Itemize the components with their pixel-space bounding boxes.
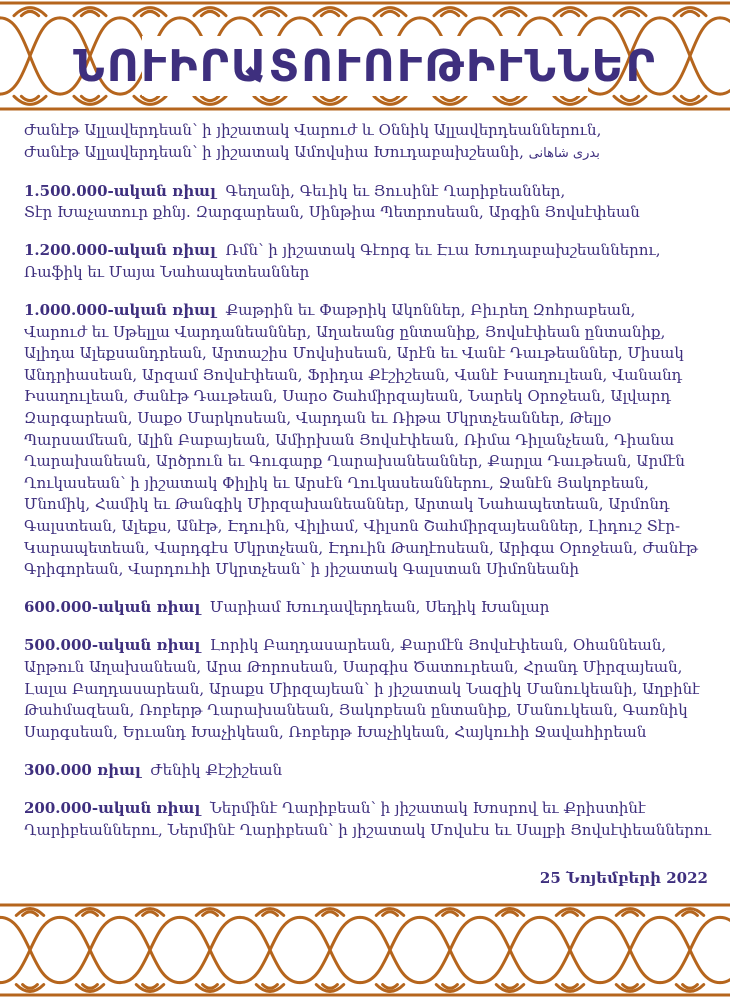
arabic-name: بدری شاهانی xyxy=(528,145,600,161)
donations-list xyxy=(24,120,714,858)
donation-amount: 300.000 ռիալ xyxy=(24,760,141,779)
donation-amount: 200.000-ական ռիալ xyxy=(24,798,201,817)
page-title: ՆՈՒԻՐԱՏՈՒՈՒԹԻՒՆՆԵՐ xyxy=(73,40,657,92)
donor-names: Ռմն՝ ի յիշատակ Գէորգ եւ Էւա Խուդաբախշեաններու, xyxy=(225,241,661,260)
intro-line-1: Ժանէթ Ալլավերդեան՝ ի յիշատակ Վարուժ և Օննիկ Ալլավերդեաններուն, xyxy=(24,121,602,139)
donation-section xyxy=(24,300,714,581)
donor-names: Մարիամ Խուդավերդեան, Սեդիկ Խանլար xyxy=(209,598,550,617)
donor-names: Լորիկ Բաղդասարեան, Քարմէն Յովսէփեան, Օհաննեան, xyxy=(209,636,667,655)
top-ornament-band xyxy=(0,0,730,112)
bottom-ornament-band xyxy=(0,902,730,998)
donation-section xyxy=(24,760,714,782)
intro-line-2 xyxy=(24,142,714,165)
intro-line-2-text: Ժանէթ Ալլավերդեան՝ ի յիշատակ Ամովսիա Խուդաբախշեանի, xyxy=(24,142,524,161)
intro-section xyxy=(24,120,714,164)
donor-names-more: Արթուն Աղախանեան, Արա Թորոսեան, Սարգիս Ծատուրեան, Հրանդ Միրզայեան, Լալա Բաղդասարեան, Արաքս Միրզայեան՝ ի յիշատակ Նազիկ Մանուկեանի, Աղբինէ Թահմազեան, Ռոբերթ Ղարախանեան, Յակոբեան ընտանիք, Մանուկեան, Գառնիկ Սարգսեան, Երւանդ Խաչիկեան, Ռոբերթ Խաչիկեան, Հայկուհի Ջավահիրեան xyxy=(24,657,700,741)
donation-amount: 500.000-ական ռիալ xyxy=(24,636,201,655)
title-plate xyxy=(73,36,657,96)
donation-section xyxy=(24,597,714,619)
donation-section xyxy=(24,635,714,743)
bottom-knot-ornament xyxy=(0,902,730,998)
donor-names-more: Տէր Խաչատուր քհնյ. Զարգարեան, Սինթիա Պետրոսեան, Արգին Յովսէփեան xyxy=(24,203,640,222)
donor-names-more: Ռաֆիկ եւ Մայա Նահապետեաններ xyxy=(24,262,310,281)
donation-amount: 1.200.000-ական ռիալ xyxy=(24,241,216,260)
donor-names: Ներմինէ Ղարիբեան՝ ի յիշատակ Խոսրով եւ Քրիստինէ xyxy=(209,798,646,817)
donor-names: Ժենիկ Քէշիշեան xyxy=(150,760,283,779)
donor-names-more: Վարուժ եւ Սթելլա Վարդանեաններ, Աղաեանց ընտանիք, Յովսէփեան ընտանիք, Ալիդա Ալեքսանդրեան, Արտաշիս Մովսիսեան, Արէն եւ Վանէ Դաւթեաններ, Միսակ Անդրիասեան, Արզամ Յովսէփեան, Ֆրիդա Քէշիշեան, Վանէ Իսաղուլեան, Վանանդ Իսաղուլեան, Ժանէթ Դաւթեան, Սարօ Շահմիրզայեան, Նարեկ Օրոջեան, Ալվարդ Զարգարեան, Սաքօ Մարկոսեան, Վարդան եւ Ռիթա Մկրտչեաններ, Թելլօ Պարսամեան, Ալին Բաբայեան, Ամիրխան Յովսէփեան, Ռիմա Դիլանչեան, Դիանա Ղարախանեան, Արծրուն եւ Գուգարք Ղարախանեաններ, Քարլա Դաւթեան, Արմէն Ղուկասեան՝ ի յիշատակ Փիլիկ եւ Արսէն Ղուկասեաններու, Ջանէն Յակոբեան, Մնոմիկ, Համիկ եւ Թանգիկ Միրզախանեաններ, Արտակ Նահապետեան, Արմոնդ Գալստեան, Ալեքս, Անէթ, Էդուին, Վիլիամ, Վիլսոն Շահմիրզայեաններ, Լիդուշ Տէր-Կարապետեան, Վարդգէս Մկրտչեան, Էդուին Թաղէոսեան, Արիգա Օրոջեան, Ժանէթ Գրիգորեան, Վարդուհի Մկրտչեան՝ ի յիշատակ Գալստան Սիմոնեանի xyxy=(24,322,698,579)
donation-amount: 1.500.000-ական ռիալ xyxy=(24,181,216,200)
donation-amount: 600.000-ական ռիալ xyxy=(24,598,201,617)
donation-section xyxy=(24,181,714,224)
donation-section xyxy=(24,798,714,841)
donation-section xyxy=(24,240,714,283)
donor-names: Գեղանի, Գեւիկ եւ Յուսինէ Ղարիբեաններ, xyxy=(225,181,566,200)
donor-names: Քաթրին եւ Փաթրիկ Ակոններ, Բիւրեղ Զոհրաբեան, xyxy=(225,301,636,320)
donation-amount: 1.000.000-ական ռիալ xyxy=(24,301,216,320)
publication-date: 25 Նոյեմբերի 2022 xyxy=(539,869,708,887)
donor-names-more: Ղարիբեաններու, Ներմինէ Ղարիբեան՝ ի յիշատակ Մովսէս եւ Սալբի Յովսէփեաններու xyxy=(24,820,712,839)
